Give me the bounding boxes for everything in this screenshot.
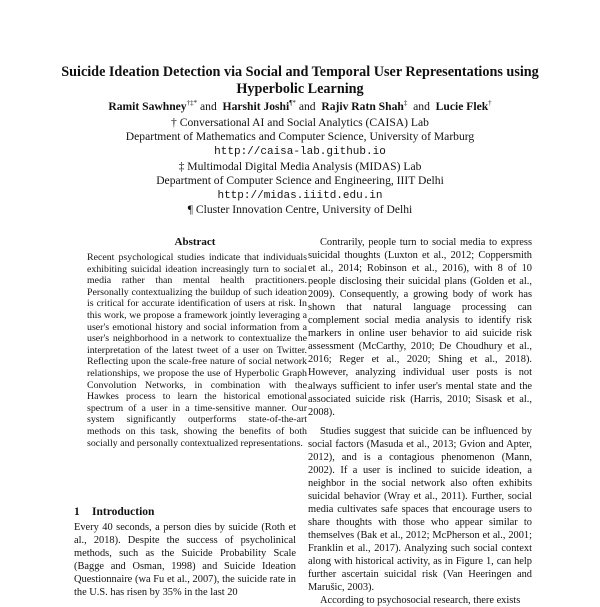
affiliation-line: ¶ Cluster Innovation Centre, University of Delhi xyxy=(187,203,413,216)
paper-title: Suicide Ideation Detection via Social and Temporal User Representations using Hyperbolic Learning xyxy=(61,64,539,97)
author-name: Ramit Sawhney xyxy=(108,100,187,113)
body-paragraph: Contrarily, people turn to social media to express suicidal thoughts (Luxton et al., 2012; Coppersmith et al., 2014; Robinson et al., 2016), with 8 of 10 people disclosing their suicidal plans (Golden et al., 2009). Consequently, a growing body of work has shown that natural language processing can complement social media analysis to identify risk markers in online user behavior to aid suicide risk assessment (McCarthy, 2010; De Choudhury et al., 2016; Reger et al., 2020; Shing et al., 2018). However, analyzing individual user posts is not always sufficient to infer user's mental state and the associated suicide risk (Harris, 2010; Sisask et al., 2008). xyxy=(308,237,532,418)
author-list xyxy=(30,100,570,114)
affiliation-line: Department of Mathematics and Computer Science, University of Marburg xyxy=(125,130,475,143)
and-word: and xyxy=(413,100,430,113)
author-mark: †‡* xyxy=(186,99,198,108)
author-name: Harshit Joshi xyxy=(222,100,290,113)
affiliation-url[interactable]: http://midas.iiitd.edu.in xyxy=(217,190,383,202)
intro-paragraph: Every 40 seconds, a person dies by suicide (Roth et al., 2018). Despite the success of psycholinical methods, such as the Suicide Probability Scale (Bagge and Osman, 1998) and Suicide Ideation Questionnaire (wa Fu et al., 2007), the suicide rate in the U.S. has risen by 35% in the last 20 xyxy=(74,522,296,598)
author-name: Rajiv Ratn Shah xyxy=(321,100,404,113)
section-title: Introduction xyxy=(92,506,155,518)
author-mark: ¶* xyxy=(289,99,296,108)
abstract-heading: Abstract xyxy=(174,236,216,248)
section-number: 1 xyxy=(74,506,80,518)
section-heading xyxy=(74,506,154,518)
affiliation-line: ‡ Multimodal Digital Media Analysis (MIDAS) Lab xyxy=(178,160,422,173)
and-word: and xyxy=(298,100,316,113)
abstract-text: Recent psychological studies indicate that individuals exhibiting suicidal ideation increasingly turn to social media rather than mental health practitioners. Personally contextualizing the buildup of such ideation is critical for accurate identification of users at risk. In this work, we propose a framework jointly leveraging a user's emotional history and social information from a user's neighborhood in a network to contextualize the interpretation of the latest tweet of a user on Twitter. Reflecting upon the scale-free nature of social network relationships, we propose the use of Hyperbolic Graph Convolution Networks, in combination with the Hawkes process to learn the historical emotional spectrum of a user in a time-sensitive manner. Our system significantly outperforms state-of-the-art methods on this task, showing the benefits of both socially and personally contextualized representations. xyxy=(87,252,307,449)
author-mark: ‡ xyxy=(403,99,408,108)
affiliation-url[interactable]: http://caisa-lab.github.io xyxy=(214,146,386,158)
body-paragraph: Studies suggest that suicide can be influenced by social factors (Masuda et al., 2013; Gvion and Apter, 2012), and is a contagious phenomenon (Mann, 2002). If a user is inclined to suicide ideation, a neighbor in the social network also often exhibits suicidal behavior (Wray et al., 2011). Further, social media cultivates safe spaces that encourage users to share thoughts with those who appear similar to themselves (Bak et al., 2012; McPherson et al., 2001; Franklin et al., 2017). Analyzing such social context along with historical activity, as in Figure 1, can help further ascertain suicidal risk (Van Heeringen and Marušic, 2003). xyxy=(308,425,532,594)
right-column xyxy=(308,236,532,606)
and-word: and xyxy=(200,100,217,113)
author-name: Lucie Flek xyxy=(435,100,489,113)
affiliation-line: Department of Computer Science and Engineering, IIIT Delhi xyxy=(156,174,444,187)
body-paragraph: According to psychosocial research, there exists xyxy=(320,595,521,606)
author-mark: † xyxy=(488,99,492,108)
affiliation-line: † Conversational AI and Social Analytics (CAISA) Lab xyxy=(171,116,429,129)
